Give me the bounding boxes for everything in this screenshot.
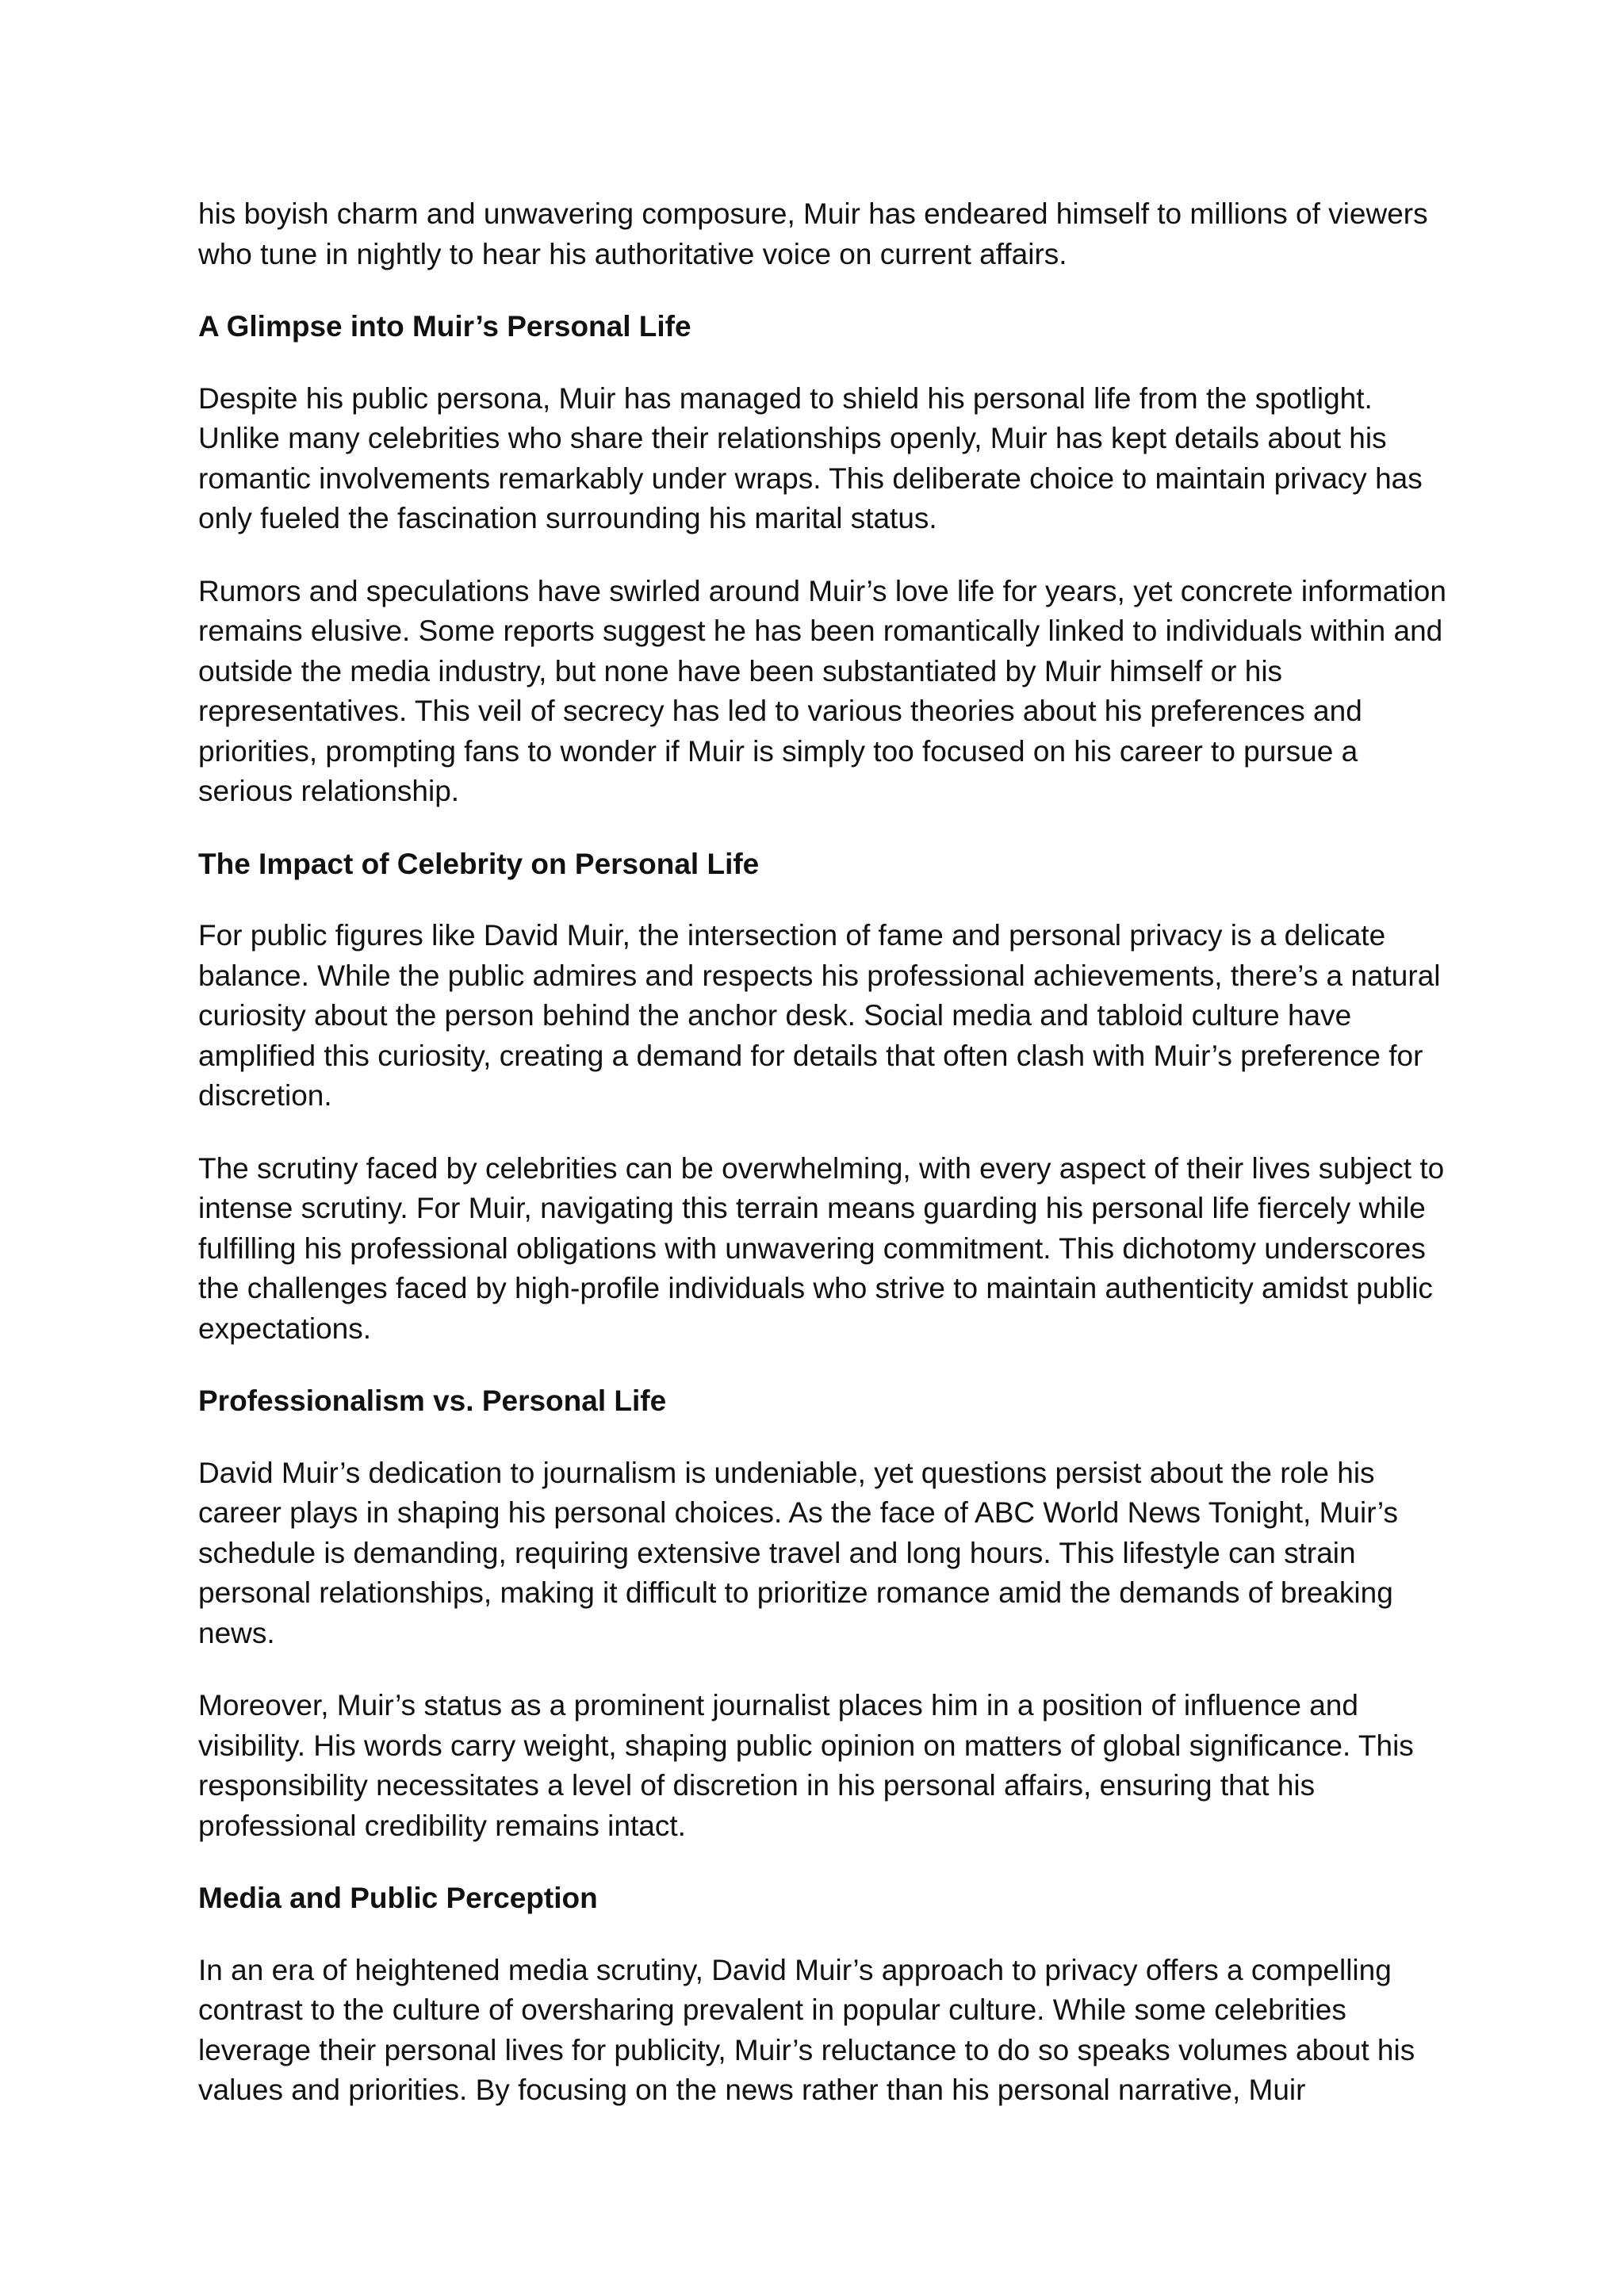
paragraph-fame-privacy: For public figures like David Muir, the intersection of fame and personal privacy is a delicate balance. While the public admires and respects his professional achievements, there’s a natural curiosity about the person behind the anchor desk. Social media and tabloid culture have amplified this curiosity, creating a demand for details that often clash with Muir’s preference for discretion. [198, 919, 1441, 1112]
paragraph-influence: Moreover, Muir’s status as a prominent journalist places him in a position of influence and visibility. His words carry weight, shaping public opinion on matters of global significance. This responsibility necessitates a level of discretion in his personal affairs, ensuring that his professional credibility remains intact. [198, 1689, 1414, 1842]
paragraph-intro-continued: his boyish charm and unwavering composure, Muir has endeared himself to millions of viewers who tune in nightly to hear his authoritative voice on current affairs. [198, 197, 1428, 270]
section-heading-professionalism: Professionalism vs. Personal Life [198, 1384, 667, 1417]
section-heading-personal-life: A Glimpse into Muir’s Personal Life [198, 310, 691, 343]
paragraph-dedication: David Muir’s dedication to journalism is undeniable, yet questions persist about the role his career plays in shaping his personal choices. As the face of ABC World News Tonight, Muir’s schedule is demanding, requiring extensive travel and long hours. This lifestyle can strain personal relationships, making it difficult to prioritize romance amid the demands of breaking news. [198, 1456, 1398, 1649]
paragraph-scrutiny: The scrutiny faced by celebrities can be overwhelming, with every aspect of their lives subject to intense scrutiny. For Muir, navigating this terrain means guarding his personal life fiercely while fulfilling his professional obligations with unwavering commitment. This dichotomy underscores the challenges faced by high-profile individuals who strive to maintain authenticity amidst public expectations. [198, 1151, 1445, 1345]
section-heading-media-perception: Media and Public Perception [198, 1882, 598, 1914]
section-heading-celebrity-impact: The Impact of Celebrity on Personal Life [198, 847, 760, 880]
paragraph-media-scrutiny: In an era of heightened media scrutiny, David Muir’s approach to privacy offers a compelling contrast to the culture of oversharing prevalent in popular culture. While some celebrities leverage their personal lives for publicity, Muir’s reluctance to do so speaks volumes about his values and priorities. By focusing on the news rather than his personal narrative, Muir [198, 1953, 1415, 2106]
document-page [198, 194, 1451, 2143]
paragraph-public-persona: Despite his public persona, Muir has managed to shield his personal life from the spotlight. Unlike many celebrities who share their relationships openly, Muir has kept details about his romantic involvements remarkably under wraps. This deliberate choice to maintain privacy has only fueled the fascination surrounding his marital status. [198, 381, 1423, 534]
paragraph-rumors: Rumors and speculations have swirled around Muir’s love life for years, yet concrete information remains elusive. Some reports suggest he has been romantically linked to individuals within and outside the media industry, but none have been substantiated by Muir himself or his representatives. This veil of secrecy has led to various theories about his preferences and priorities, prompting fans to wonder if Muir is simply too focused on his career to pursue a serious relationship. [198, 574, 1446, 807]
